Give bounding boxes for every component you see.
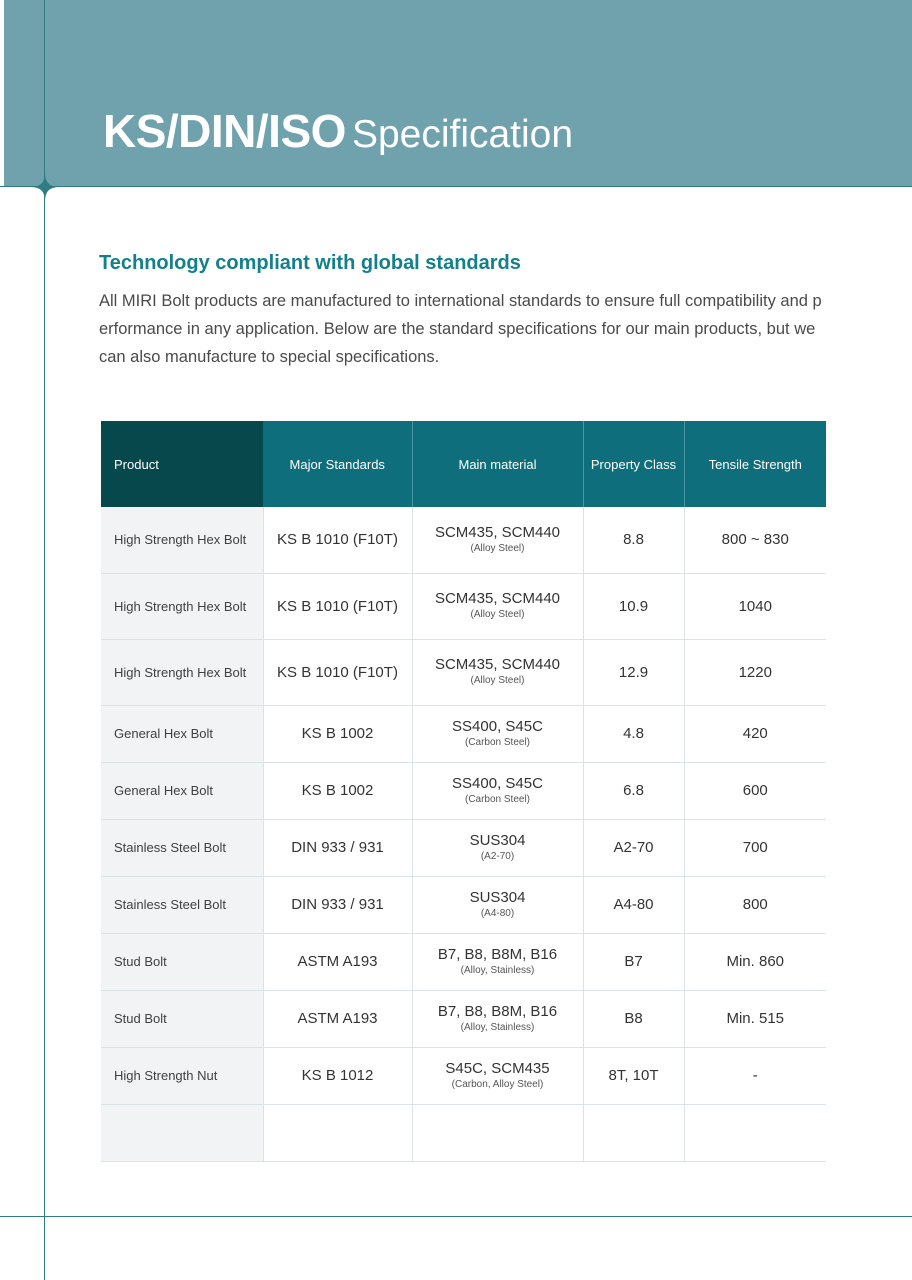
cell-property-class: A2-70 bbox=[583, 819, 684, 876]
table-row bbox=[101, 573, 826, 639]
cell-empty bbox=[263, 1104, 412, 1161]
material-note: (A2-70) bbox=[480, 850, 515, 862]
cell-product: High Strength Hex Bolt bbox=[101, 639, 263, 705]
cell-product: High Strength Hex Bolt bbox=[101, 573, 263, 639]
page-title-bold: KS/DIN/ISO bbox=[103, 105, 346, 157]
cell-tensile: 420 bbox=[684, 705, 826, 762]
table-header-row bbox=[101, 421, 826, 507]
col-header-material: Main material bbox=[412, 421, 583, 507]
cell-product: Stainless Steel Bolt bbox=[101, 876, 263, 933]
cell-tensile: 700 bbox=[684, 819, 826, 876]
cell-product: Stainless Steel Bolt bbox=[101, 819, 263, 876]
section-heading: Technology compliant with global standards bbox=[99, 252, 521, 274]
cell-standard: DIN 933 / 931 bbox=[263, 876, 412, 933]
cell-tensile: 1220 bbox=[684, 639, 826, 705]
col-header-tensile: Tensile Strength bbox=[684, 421, 826, 507]
page-title bbox=[103, 104, 573, 158]
cell-product: High Strength Nut bbox=[101, 1047, 263, 1104]
material-name: SUS304 bbox=[469, 831, 526, 849]
col-header-property-class: Property Class bbox=[583, 421, 684, 507]
cell-standard: KS B 1010 (F10T) bbox=[263, 507, 412, 573]
material-name: SCM435, SCM440 bbox=[434, 523, 561, 541]
cell-property-class: 4.8 bbox=[583, 705, 684, 762]
cell-tensile: Min. 860 bbox=[684, 933, 826, 990]
cell-standard: ASTM A193 bbox=[263, 933, 412, 990]
spec-table bbox=[101, 421, 826, 1162]
cell-property-class: B7 bbox=[583, 933, 684, 990]
cell-property-class: 10.9 bbox=[583, 573, 684, 639]
cell-product: High Strength Hex Bolt bbox=[101, 507, 263, 573]
cell-product: General Hex Bolt bbox=[101, 762, 263, 819]
material-name: SS400, S45C bbox=[452, 774, 543, 792]
material-note: (Alloy, Stainless) bbox=[460, 964, 535, 976]
cell-standard: KS B 1012 bbox=[263, 1047, 412, 1104]
material-note: (Alloy Steel) bbox=[470, 675, 525, 686]
cell-tensile: 600 bbox=[684, 762, 826, 819]
table-row bbox=[101, 933, 826, 990]
cell-material bbox=[412, 819, 583, 876]
cell-material bbox=[412, 507, 583, 573]
cell-material bbox=[412, 876, 583, 933]
cell-product: General Hex Bolt bbox=[101, 705, 263, 762]
table-row bbox=[101, 876, 826, 933]
cell-material bbox=[412, 933, 583, 990]
cell-tensile: 800 bbox=[684, 876, 826, 933]
cell-property-class: 12.9 bbox=[583, 639, 684, 705]
material-note: (Alloy Steel) bbox=[470, 609, 525, 620]
cell-material bbox=[412, 762, 583, 819]
cell-empty bbox=[101, 1104, 263, 1161]
material-name: B7, B8, B8M, B16 bbox=[437, 1002, 558, 1020]
sparkle-icon bbox=[32, 174, 58, 200]
material-name: SCM435, SCM440 bbox=[434, 656, 561, 673]
cell-property-class: 8T, 10T bbox=[583, 1047, 684, 1104]
cell-product: Stud Bolt bbox=[101, 990, 263, 1047]
cell-property-class: B8 bbox=[583, 990, 684, 1047]
cell-property-class: 6.8 bbox=[583, 762, 684, 819]
header-banner bbox=[4, 0, 912, 186]
material-name: B7, B8, B8M, B16 bbox=[437, 945, 558, 963]
col-header-product: Product bbox=[101, 421, 263, 507]
cell-tensile: Min. 515 bbox=[684, 990, 826, 1047]
table-row bbox=[101, 1047, 826, 1104]
material-name: SCM435, SCM440 bbox=[434, 590, 561, 607]
header-divider bbox=[0, 186, 912, 187]
cell-empty bbox=[412, 1104, 583, 1161]
material-note: (Carbon Steel) bbox=[464, 736, 531, 748]
material-note: (Alloy, Stainless) bbox=[460, 1021, 535, 1033]
cell-material bbox=[412, 1047, 583, 1104]
cell-tensile: - bbox=[684, 1047, 826, 1104]
cell-standard: KS B 1010 (F10T) bbox=[263, 573, 412, 639]
cell-standard: KS B 1010 (F10T) bbox=[263, 639, 412, 705]
footer-divider bbox=[0, 1216, 912, 1217]
cell-material bbox=[412, 573, 583, 639]
cell-property-class: A4-80 bbox=[583, 876, 684, 933]
table-row-empty bbox=[101, 1104, 826, 1161]
col-header-standards: Major Standards bbox=[263, 421, 412, 507]
material-name: SUS304 bbox=[469, 888, 526, 906]
material-note: (A4-80) bbox=[480, 907, 515, 919]
cell-tensile: 800 ~ 830 bbox=[684, 507, 826, 573]
table-row bbox=[101, 639, 826, 705]
table-row bbox=[101, 990, 826, 1047]
cell-tensile: 1040 bbox=[684, 573, 826, 639]
material-note: (Carbon, Alloy Steel) bbox=[451, 1078, 544, 1090]
cell-standard: ASTM A193 bbox=[263, 990, 412, 1047]
cell-material bbox=[412, 990, 583, 1047]
cell-property-class: 8.8 bbox=[583, 507, 684, 573]
table-row bbox=[101, 705, 826, 762]
intro-paragraph: All MIRI Bolt products are manufactured to international standards to ensure full compatibility and performance in any application. Below are the standard specifications for our main products, but we can also manufacture to special specifications. bbox=[99, 292, 822, 366]
material-note: (Alloy Steel) bbox=[470, 542, 525, 554]
cell-standard: KS B 1002 bbox=[263, 705, 412, 762]
cell-product: Stud Bolt bbox=[101, 933, 263, 990]
cell-empty bbox=[684, 1104, 826, 1161]
cell-empty bbox=[583, 1104, 684, 1161]
table-row bbox=[101, 819, 826, 876]
material-name: SS400, S45C bbox=[452, 717, 543, 735]
cell-material bbox=[412, 705, 583, 762]
material-note: (Carbon Steel) bbox=[464, 793, 531, 805]
table-row bbox=[101, 762, 826, 819]
cell-standard: KS B 1002 bbox=[263, 762, 412, 819]
cell-standard: DIN 933 / 931 bbox=[263, 819, 412, 876]
cell-material bbox=[412, 639, 583, 705]
page-title-light: Specification bbox=[351, 113, 574, 156]
material-name: S45C, SCM435 bbox=[445, 1059, 550, 1077]
table-row bbox=[101, 507, 826, 573]
